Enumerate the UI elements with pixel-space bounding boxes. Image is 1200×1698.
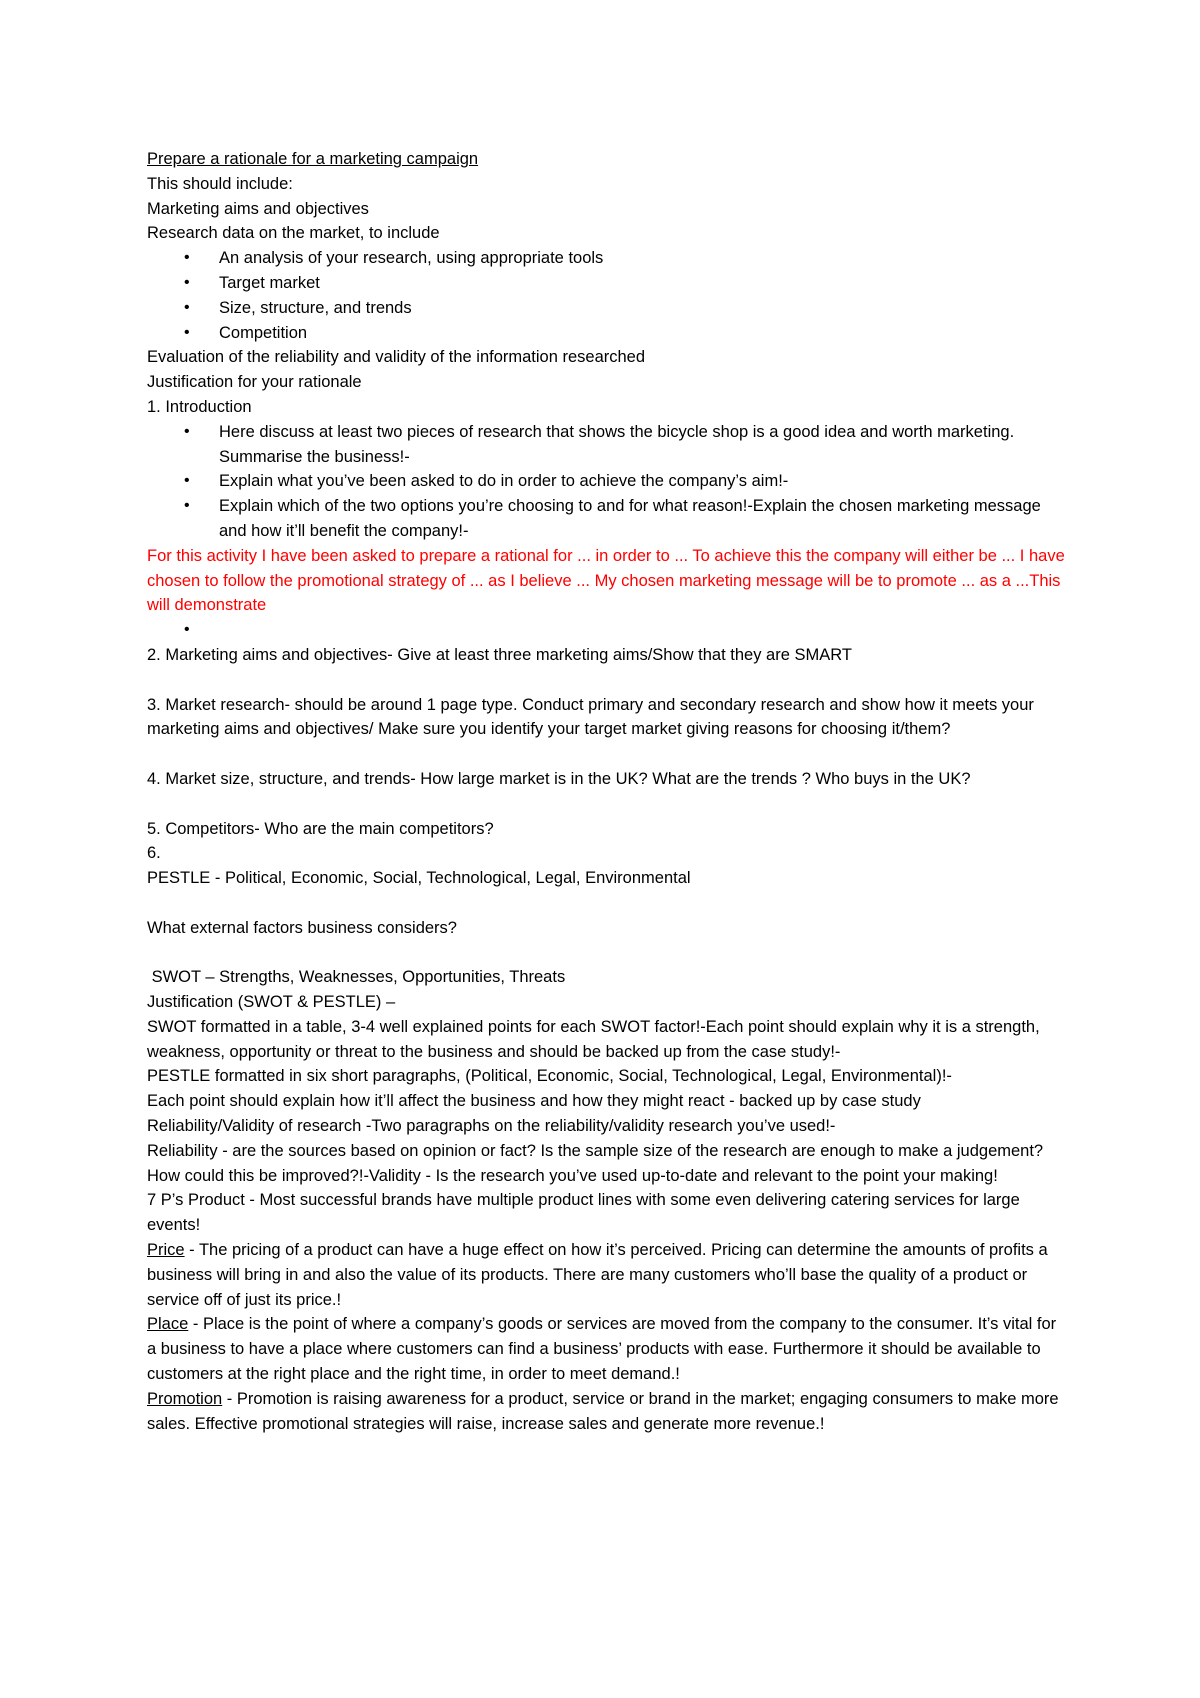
empty-bullet-list	[147, 618, 1067, 643]
promotion-label: Promotion	[147, 1389, 223, 1408]
pestle-line: PESTLE - Political, Economic, Social, Technological, Legal, Environmental	[147, 869, 691, 888]
section-6-number: 6.	[147, 844, 161, 863]
list-item: • Explain which of the two options you’re choosing to and for what reason!-Explain the chosen marketing message and how it’ll benefit the company!-	[219, 494, 1067, 544]
justification-swot-pestle: Justification (SWOT & PESTLE) –	[147, 993, 396, 1012]
product-paragraph: 7 P’s Product - Most successful brands have multiple product lines with some even delivering catering services for large events!	[147, 1191, 1020, 1235]
swot-line: SWOT – Strengths, Weaknesses, Opportunities, Threats	[147, 968, 566, 987]
place-label: Place	[147, 1315, 189, 1334]
bullet-icon: •	[184, 323, 190, 341]
price-label: Price	[147, 1241, 185, 1260]
list-item: • Size, structure, and trends	[219, 296, 1067, 321]
bullet-icon: •	[184, 273, 190, 291]
swot-format: SWOT formatted in a table, 3-4 well explained points for each SWOT factor!-Each point should explain why it is a strength, weakness, opportunity or threat to the business and should be backed up from the case study!-	[147, 1017, 1040, 1061]
pestle-format: PESTLE formatted in six short paragraphs, (Political, Economic, Social, Technological, Legal, Environmental)!-	[147, 1067, 952, 1086]
promotion-paragraph: Promotion - Promotion is raising awareness for a product, service or brand in the market; engaging consumers to make more sales. Effective promotional strategies will raise, increase sales and generate more revenue.!	[147, 1389, 1059, 1433]
research-heading: Research data on the market, to include	[147, 224, 440, 243]
spacer	[147, 742, 1067, 767]
section-5: 5. Competitors- Who are the main competitors?	[147, 819, 494, 838]
template-paragraph: For this activity I have been asked to prepare a rational for ... in order to ... To achieve this the company will either be ... I have chosen to follow the promotional strategy of ... as I believe ... My chosen marketing message will be to promote ... as a ...This will demonstrate	[147, 546, 1065, 615]
bullet-icon: •	[184, 298, 190, 316]
spacer	[147, 941, 1067, 966]
spacer	[147, 792, 1067, 817]
spacer	[147, 891, 1067, 916]
introduction-bullet-list	[147, 420, 1067, 544]
reliability-heading: Reliability/Validity of research -Two paragraphs on the reliability/validity research you’ve used!-	[147, 1117, 836, 1136]
place-paragraph: Place - Place is the point of where a company’s goods or services are moved from the company to the consumer. It’s vital for a business to have a place where customers can find a business’ products with ease. Furthermore it should be available to customers at the right place and the right time, in order to meet demand.!	[147, 1315, 1057, 1384]
pestle-point: Each point should explain how it’ll affect the business and how they might react - backed up by case study	[147, 1092, 921, 1111]
list-item	[184, 618, 1067, 643]
list-item: • Here discuss at least two pieces of research that shows the bicycle shop is a good idea and worth marketing. Summarise the business!-	[219, 420, 1067, 470]
bullet-icon: •	[184, 422, 190, 440]
reliability-detail: Reliability - are the sources based on opinion or fact? Is the sample size of the research are enough to make a judgement? How could this be improved?!-Validity - Is the research you’ve used up-to-date and relevant to the point your making!	[147, 1141, 1044, 1185]
list-item: • An analysis of your research, using appropriate tools	[219, 246, 1067, 271]
bullet-icon: •	[184, 497, 190, 515]
include-heading: This should include:	[147, 174, 293, 193]
bullet-icon: •	[184, 621, 190, 639]
price-paragraph: Price - The pricing of a product can have a huge effect on how it’s perceived. Pricing can determine the amounts of profits a business will bring in and also the value of its products. There are many customers who’ll base the quality of a product or service off of just its price.!	[147, 1241, 1048, 1309]
section-4: 4. Market size, structure, and trends- How large market is in the UK? What are the trends ? Who buys in the UK?	[147, 769, 971, 788]
bullet-icon: •	[184, 249, 190, 267]
document-title: Prepare a rationale for a marketing campaign	[147, 150, 479, 168]
aims-line: Marketing aims and objectives	[147, 199, 369, 218]
research-bullet-list	[147, 246, 1067, 345]
list-item: • Competition	[219, 321, 1067, 346]
bullet-icon: •	[184, 472, 190, 490]
list-item: • Explain what you’ve been asked to do in order to achieve the company’s aim!-	[219, 469, 1067, 494]
list-item: • Target market	[219, 271, 1067, 296]
document-page	[147, 147, 1067, 1436]
external-factors-line: What external factors business considers?	[147, 918, 457, 937]
section-2: 2. Marketing aims and objectives- Give at least three marketing aims/Show that they are SMART	[147, 645, 852, 664]
justification-line: Justification for your rationale	[147, 373, 362, 392]
section-1-heading: 1. Introduction	[147, 397, 252, 416]
spacer	[147, 668, 1067, 693]
section-3: 3. Market research- should be around 1 page type. Conduct primary and secondary research and show how it meets your marketing aims and objectives/ Make sure you identify your target market giving reasons for choosing it/them?	[147, 695, 1034, 739]
evaluation-line: Evaluation of the reliability and validity of the information researched	[147, 348, 646, 367]
